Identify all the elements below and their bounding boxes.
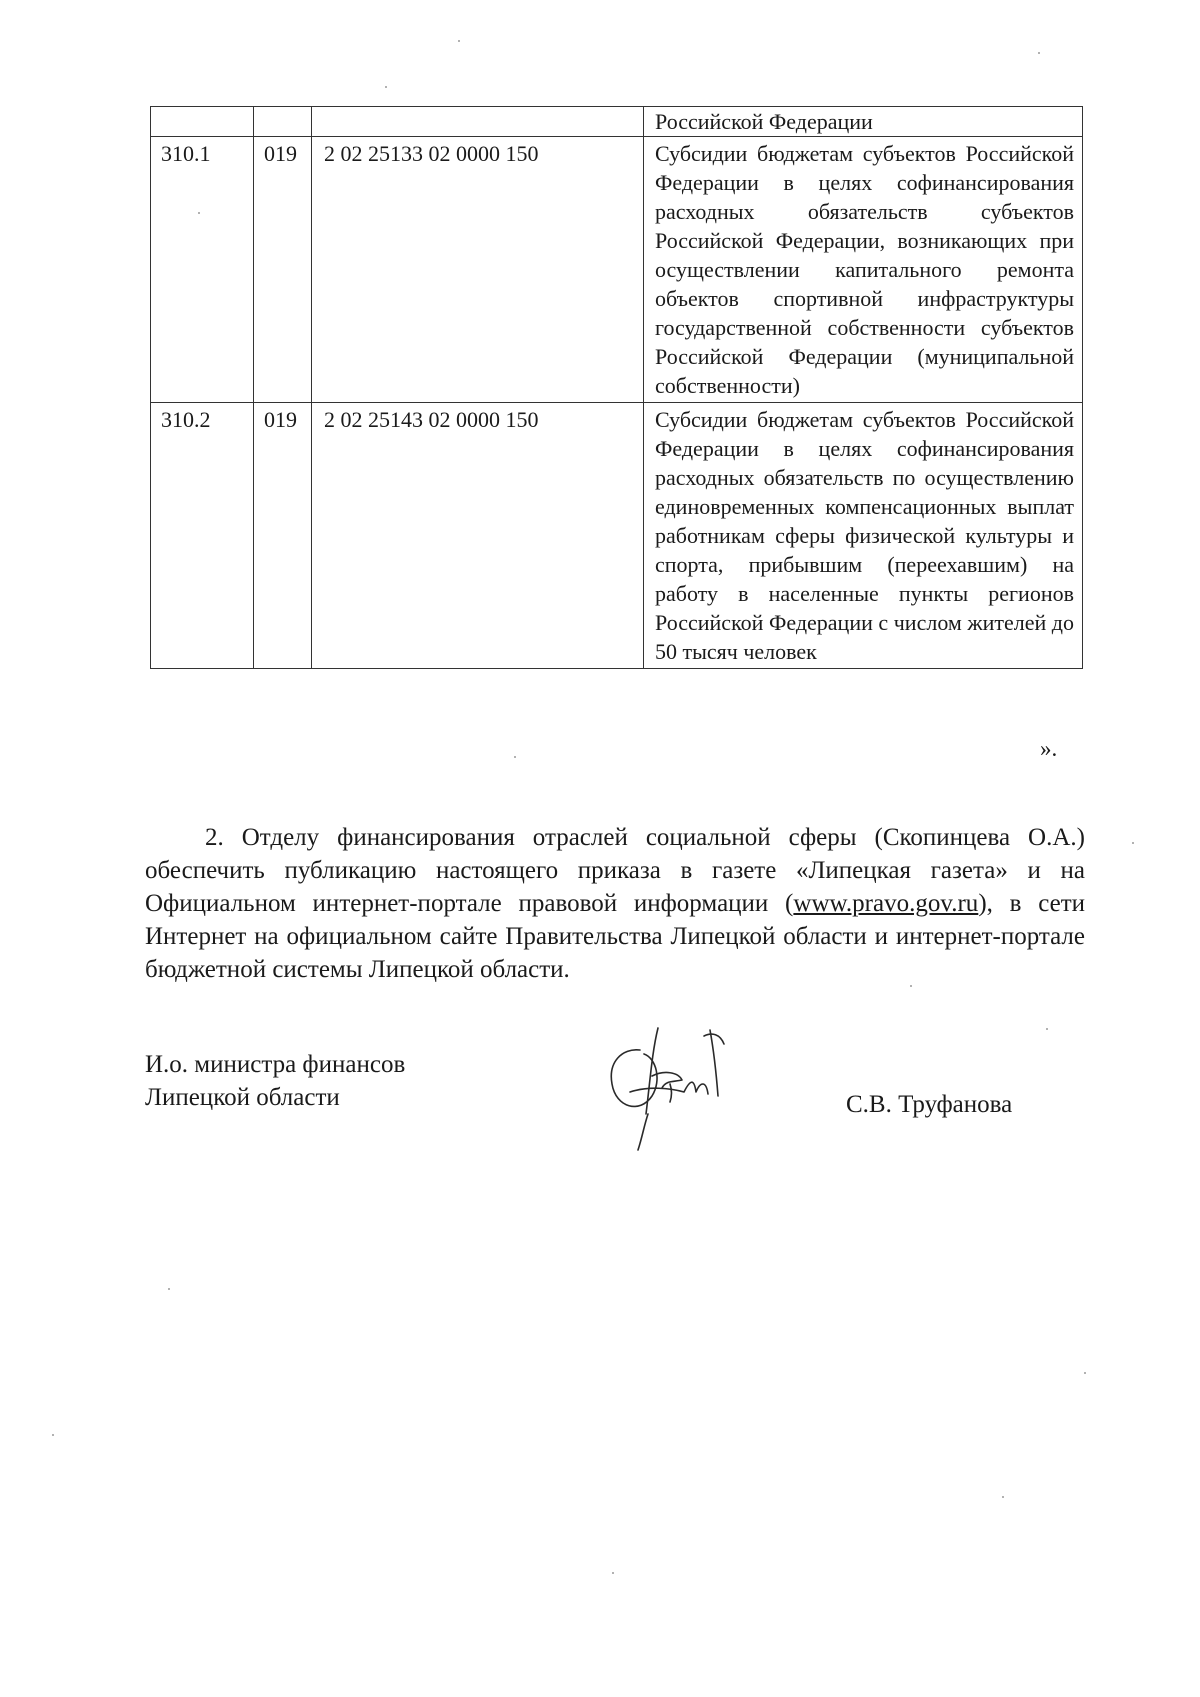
budget-codes-table (150, 106, 1083, 669)
scan-speck (1084, 1372, 1086, 1374)
scan-speck (612, 1572, 614, 1574)
closing-quote: ». (1040, 736, 1058, 761)
row-number: 310.2 (151, 403, 254, 669)
scan-speck (52, 1434, 54, 1436)
budget-code: 2 02 25133 02 0000 150 (312, 137, 644, 403)
code-description: Субсидии бюджетам субъектов Российской Федерации в целях софинансирования расходных обязательств субъектов Российской Федерации, возникающих при осуществлении капитального ремонта объектов спортивной инфраструктуры государственной собственности субъектов Российской Федерации (муниципальной собственности) (644, 137, 1083, 403)
scan-speck (910, 985, 912, 987)
scan-speck (1132, 842, 1134, 844)
scan-speck (514, 756, 516, 758)
scan-speck (1038, 52, 1040, 54)
table-row (151, 403, 1083, 669)
code-description: Субсидии бюджетам субъектов Российской Федерации в целях софинансирования расходных обязательств по осуществлению единовременных компенсационных выплат работникам сферы физической культуры и спорта, прибывшим (переехавшим) на работу в населенные пункты регионов Российской Федерации с числом жителей до 50 тысяч человек (644, 403, 1083, 669)
paragraph-text-end: ), в сети Интернет на официальном сайте Правительства Липецкой области и интернет-портале бюджетной системы Липецкой области. (145, 890, 1085, 983)
admin-code (254, 107, 312, 137)
row-number (151, 107, 254, 137)
table-row (151, 107, 1083, 137)
row-number: 310.1 (151, 137, 254, 403)
scan-speck (198, 212, 200, 214)
signatory-title-line: И.о. министра финансов (145, 1051, 406, 1078)
signatory-title-line: Липецкой области (145, 1084, 340, 1111)
pravo-link[interactable]: www.pravo.gov.ru (793, 890, 979, 917)
admin-code: 019 (254, 137, 312, 403)
table-row (151, 137, 1083, 403)
signatory-title (145, 1048, 405, 1114)
scan-speck (1046, 1028, 1048, 1030)
budget-code (312, 107, 644, 137)
code-description: Российской Федерации (644, 107, 1083, 137)
scan-speck (458, 40, 460, 42)
signatory-name: С.В. Труфанова (846, 1091, 1013, 1118)
publication-paragraph (145, 821, 1085, 986)
admin-code: 019 (254, 403, 312, 669)
scan-speck (168, 1288, 170, 1290)
budget-code: 2 02 25143 02 0000 150 (312, 403, 644, 669)
paragraph-text: 2. Отделу финансирования отраслей социальной сферы (Скопинцева О.А.) обеспечить публикацию настоящего приказа в газете «Липецкая газета» и на Официальном интернет-портале правовой информации ( (145, 824, 1085, 917)
handwritten-signature (600, 1022, 750, 1152)
scan-speck (1002, 1496, 1004, 1498)
scan-speck (385, 86, 387, 88)
